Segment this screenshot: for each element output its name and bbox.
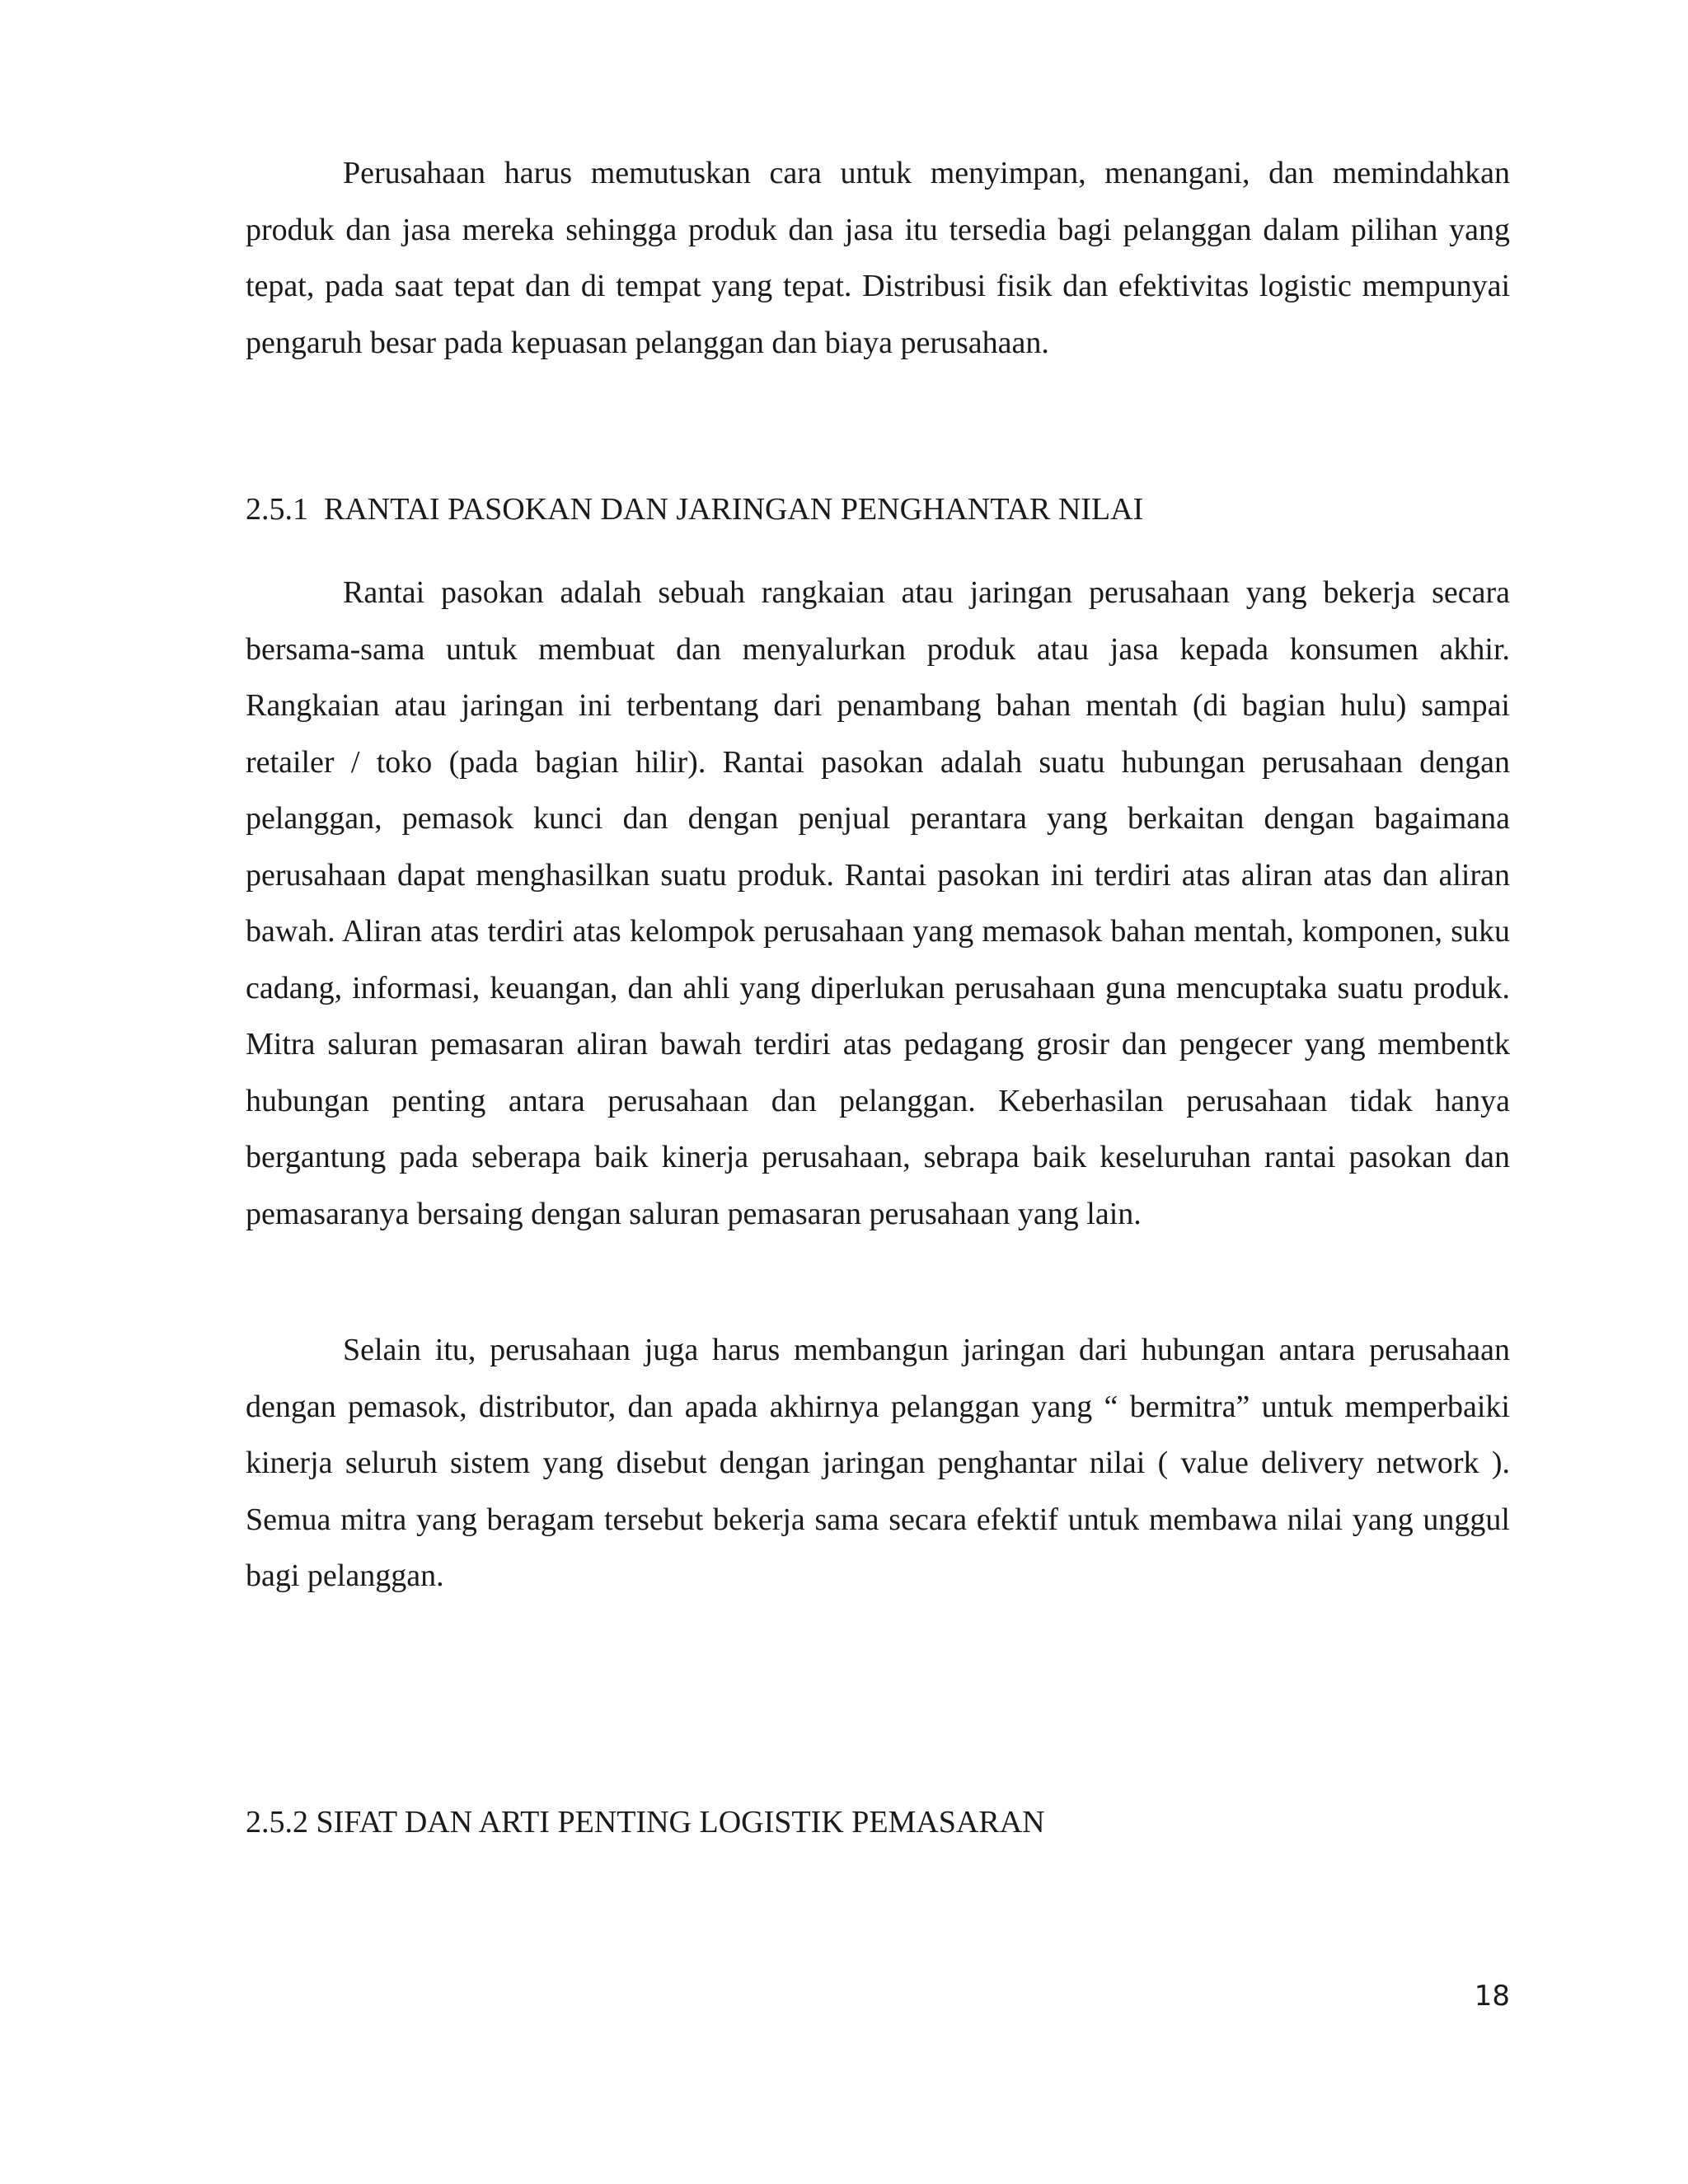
paragraph-block-3 xyxy=(246,1322,1510,1605)
paragraph-block-1 xyxy=(246,145,1510,371)
section-heading-block-2-5-1 xyxy=(246,481,1510,537)
page-number: 18 xyxy=(1474,1980,1510,2013)
section-heading-block-2-5-2 xyxy=(246,1794,1510,1850)
body-paragraph: Rantai pasokan adalah sebuah rangkaian atau jaringan perusahaan yang bekerja secara bersama-sama untuk membuat dan menyalurkan produk atau jasa kepada konsumen akhir. Rangkaian atau jaringan ini terbentang dari penambang bahan mentah (di bagian hulu) sampai retailer / toko (pada bagian hilir). Rantai pasokan adalah suatu hubungan perusahaan dengan pelanggan, pemasok kunci dan dengan penjual perantara yang berkaitan dengan bagaimana perusahaan dapat menghasilkan suatu produk. Rantai pasokan ini terdiri atas aliran atas dan aliran bawah. Aliran atas terdiri atas kelompok perusahaan yang memasok bahan mentah, komponen, suku cadang, informasi, keuangan, dan ahli yang diperlukan perusahaan guna mencuptaka suatu produk. Mitra saluran pemasaran aliran bawah terdiri atas pedagang grosir dan pengecer yang membentk hubungan penting antara perusahaan dan pelanggan. Keberhasilan perusahaan tidak hanya bergantung pada seberapa baik kinerja perusahaan, sebrapa baik keseluruhan rantai pasokan dan pemasaranya bersaing dengan saluran pemasaran perusahaan yang lain. xyxy=(246,575,1510,1231)
body-paragraph: Perusahaan harus memutuskan cara untuk menyimpan, menangani, dan memindahkan produk dan jasa mereka sehingga produk dan jasa itu tersedia bagi pelanggan dalam pilihan yang tepat, pada saat tepat dan di tempat yang tepat. Distribusi fisik dan efektivitas logistic mempunyai pengaruh besar pada kepuasan pelanggan dan biaya perusahaan. xyxy=(246,156,1510,360)
body-paragraph: Selain itu, perusahaan juga harus membangun jaringan dari hubungan antara perusahaan dengan pemasok, distributor, dan apada akhirnya pelanggan yang “ bermitra” untuk memperbaiki kinerja seluruh sistem yang disebut dengan jaringan penghantar nilai ( value delivery network ). Semua mitra yang beragam tersebut bekerja sama secara efektif untuk membawa nilai yang unggul bagi pelanggan. xyxy=(246,1333,1510,1593)
section-heading: 2.5.1 RANTAI PASOKAN DAN JARINGAN PENGHANTAR NILAI xyxy=(246,492,1144,527)
section-heading: 2.5.2 SIFAT DAN ARTI PENTING LOGISTIK PEMASARAN xyxy=(246,1805,1045,1840)
paragraph-block-2 xyxy=(246,565,1510,1242)
